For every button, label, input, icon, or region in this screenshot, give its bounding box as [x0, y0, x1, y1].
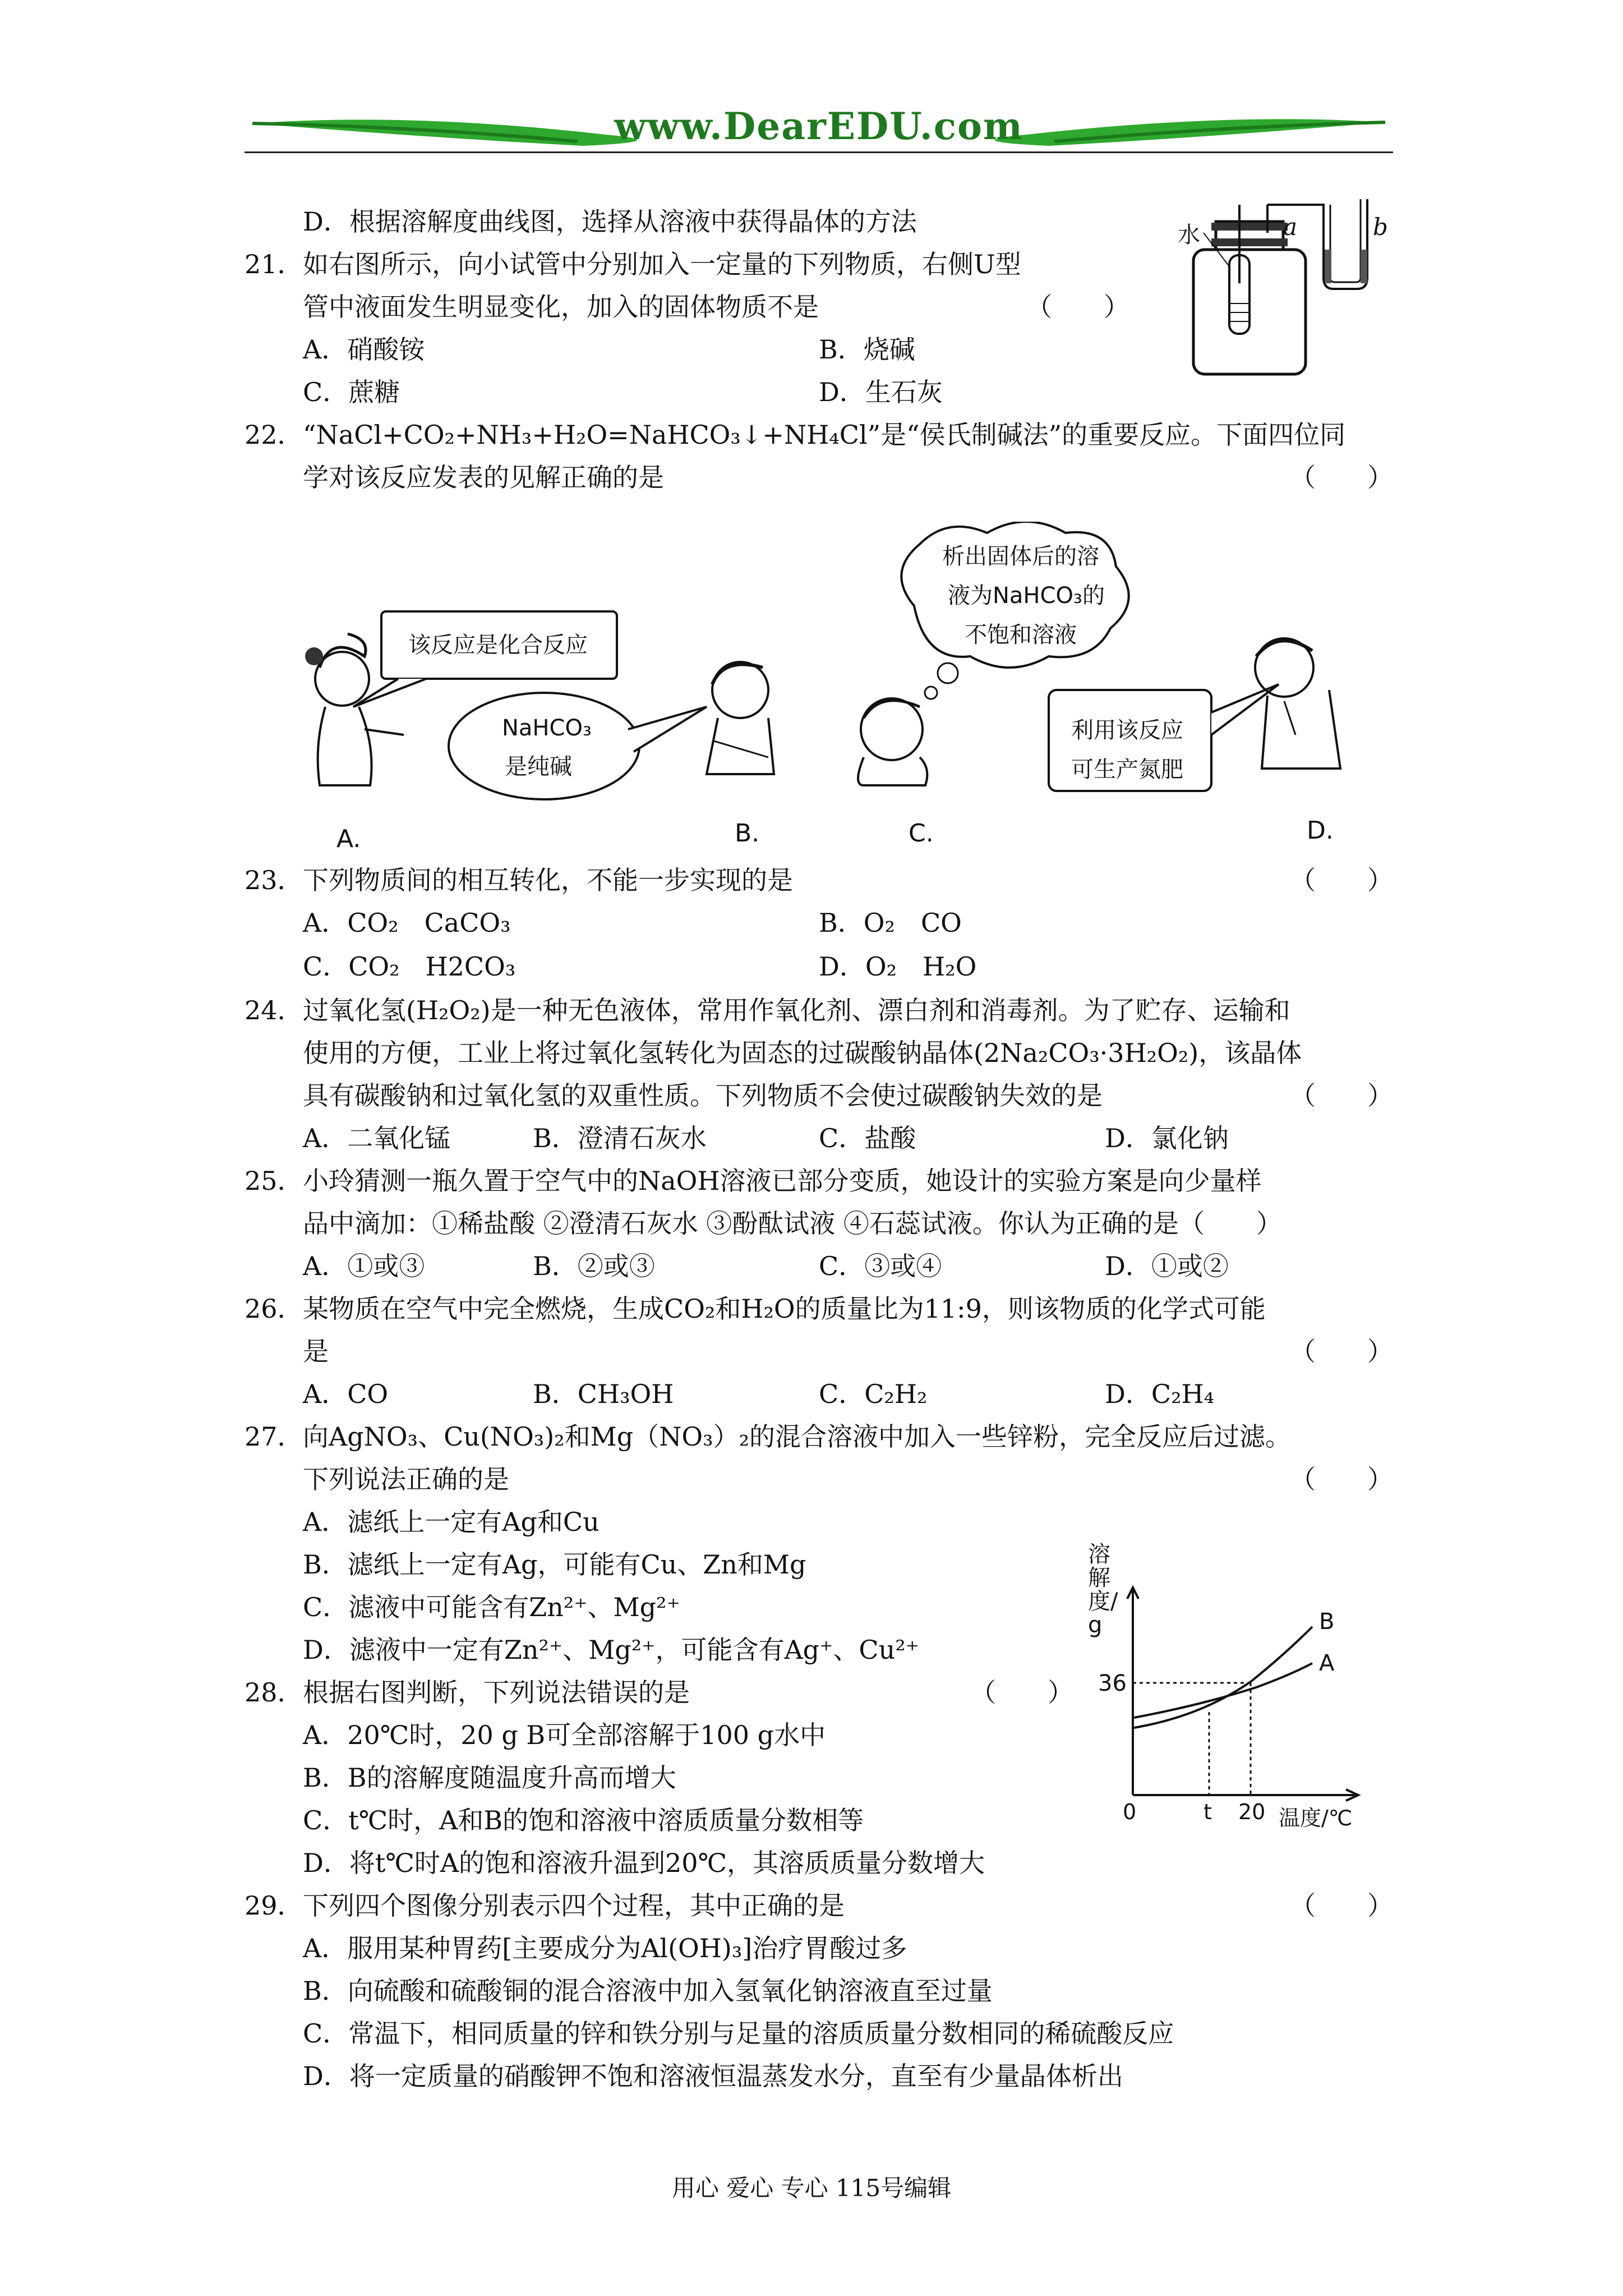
q28-answer-paren: （ ）	[970, 1677, 1073, 1708]
q24-stem-3: 具有碳酸钠和过氧化氢的双重性质。下列物质不会使过碳酸钠失效的是	[303, 1080, 1103, 1111]
q29-option-b: B．向硫酸和硫酸铜的混合溶液中加入氢氧化钠溶液直至过量	[303, 1976, 993, 2006]
q21-option-a: A．硝酸铵	[303, 334, 425, 365]
q20-option-d: D．根据溶解度曲线图，选择从溶液中获得晶体的方法	[303, 206, 917, 237]
q21-number: 21．	[245, 249, 303, 279]
cartoon-label-a: A.	[336, 825, 361, 853]
fig-label-a: a	[1283, 213, 1298, 241]
q24-stem-2: 使用的方便，工业上将过氧化氢转化为固态的过碳酸钠晶体(2Na₂CO₃·3H₂O₂)，该晶体	[303, 1038, 1302, 1068]
bubble-d-text-1: 利用该反应	[1071, 717, 1183, 743]
q23-option-a: A．CO₂ CaCO₃	[303, 908, 511, 938]
q28-stem: 根据右图判断，下列说法错误的是	[303, 1677, 690, 1708]
bubble-c-text-1: 析出固体后的溶	[942, 544, 1099, 569]
q25-option-d: D．①或②	[1105, 1251, 1229, 1281]
q29-answer-paren: （ ）	[1290, 1890, 1393, 1921]
bubble-b-text-1: NaHCO₃	[502, 715, 592, 741]
q27-option-a: A．滤纸上一定有Ag和Cu	[303, 1507, 600, 1537]
cartoon-label-b: B.	[735, 819, 760, 848]
q24-number: 24．	[245, 995, 303, 1025]
q26-option-d: D．C₂H₄	[1105, 1379, 1215, 1409]
graph-series-b-label: B	[1319, 1609, 1335, 1635]
q28-option-a: A．20℃时，20 g B可全部溶解于100 g水中	[303, 1720, 826, 1750]
bubble-c-text-3: 不饱和溶液	[965, 622, 1077, 648]
q26-option-a: A．CO	[303, 1379, 389, 1409]
q22-number: 22．	[245, 420, 303, 450]
q24-stem-1: 过氧化氢(H₂O₂)是一种无色液体，常用作氧化剂、漂白剂和消毒剂。为了贮存、运输和	[303, 995, 1290, 1025]
q27-option-b: B．滤纸上一定有Ag，可能有Cu、Zn和Mg	[303, 1549, 806, 1580]
q26-option-b: B．CH₃OH	[533, 1379, 674, 1409]
q27-stem-2: 下列说法正确的是	[303, 1464, 509, 1494]
graph-series-a-label: A	[1319, 1650, 1335, 1676]
q26-stem-2: 是	[303, 1336, 329, 1366]
q22-cartoon-figure	[280, 522, 1374, 869]
q24-option-a: A．二氧化锰	[303, 1123, 451, 1153]
site-title[interactable]: www.DearEDU.com	[614, 104, 1023, 148]
graph-x-tick-t: t	[1204, 1800, 1212, 1824]
q27-option-d: D．滤液中一定有Zn²⁺、Mg²⁺，可能含有Ag⁺、Cu²⁺	[303, 1635, 919, 1665]
graph-x-axis-label: 温度/℃	[1279, 1806, 1353, 1830]
q23-answer-paren: （ ）	[1290, 865, 1393, 895]
q21-option-c: C．蔗糖	[303, 377, 400, 407]
q22-answer-paren: （ ）	[1290, 462, 1393, 493]
q22-stem-1: “NaCl+CO₂+NH₃+H₂O=NaHCO₃↓+NH₄Cl”是“侯氏制碱法”的重要反应。下面四位同	[303, 420, 1346, 450]
q21-option-d: D．生石灰	[819, 377, 943, 407]
q25-stem-2: 品中滴加：①稀盐酸 ②澄清石灰水 ③酚酞试液 ④石蕊试液。你认为正确的是（ ）	[303, 1208, 1282, 1239]
header-rule	[245, 151, 1393, 153]
fig-label-b: b	[1373, 213, 1388, 241]
bubble-a-text: 该反应是化合反应	[408, 632, 588, 658]
header-banner	[241, 104, 1391, 168]
cartoon-label-c: C.	[909, 819, 934, 848]
q24-answer-paren: （ ）	[1290, 1080, 1393, 1111]
q23-number: 23．	[245, 865, 303, 895]
q26-answer-paren: （ ）	[1290, 1336, 1393, 1366]
q29-option-c: C．常温下，相同质量的锌和铁分别与足量的溶质质量分数相同的稀硫酸反应	[303, 2018, 1174, 2049]
page-footer: 用心 爱心 专心 115号编辑	[671, 2174, 952, 2202]
q28-option-c: C．t℃时，A和B的饱和溶液中溶质质量分数相等	[303, 1805, 864, 1835]
fig-label-water: 水	[1178, 222, 1200, 248]
bubble-b-text-2: 是纯碱	[505, 754, 572, 780]
bubble-c-text-2: 液为NaHCO₃的	[948, 583, 1105, 609]
q29-option-d: D．将一定质量的硝酸钾不饱和溶液恒温蒸发水分，直至有少量晶体析出	[303, 2061, 1123, 2091]
q21-stem-1: 如右图所示，向小试管中分别加入一定量的下列物质，右侧U型	[303, 249, 1021, 279]
q27-option-c: C．滤液中可能含有Zn²⁺、Mg²⁺	[303, 1592, 680, 1622]
q24-option-d: D．氯化钠	[1105, 1123, 1229, 1153]
q27-answer-paren: （ ）	[1290, 1464, 1393, 1494]
q28-number: 28．	[245, 1677, 303, 1708]
q21-stem-2: 管中液面发生明显变化，加入的固体物质不是	[303, 292, 819, 322]
q26-stem-1: 某物质在空气中完全燃烧，生成CO₂和H₂O的质量比为11:9，则该物质的化学式可能	[303, 1294, 1266, 1324]
q28-option-d: D．将t℃时A的饱和溶液升温到20℃，其溶质质量分数增大	[303, 1848, 985, 1878]
bubble-d-text-2: 可生产氮肥	[1071, 757, 1183, 783]
q21-option-b: B．烧碱	[819, 334, 915, 365]
solubility-curve-svg	[1088, 1543, 1380, 1834]
graph-x-tick-20: 20	[1238, 1800, 1266, 1824]
q25-option-c: C．③或④	[819, 1251, 942, 1281]
graph-y-tick-36: 36	[1098, 1671, 1127, 1696]
q27-stem-1: 向AgNO₃、Cu(NO₃)₂和Mg（NO₃）₂的混合溶液中加入一些锌粉，完全反应后过滤。	[303, 1421, 1292, 1452]
q26-option-c: C．C₂H₂	[819, 1379, 928, 1409]
q29-number: 29．	[245, 1890, 303, 1921]
students-cartoon-icon	[280, 522, 1374, 869]
q24-option-c: C．盐酸	[819, 1123, 916, 1153]
q25-stem-1: 小玲猜测一瓶久置于空气中的NaOH溶液已部分变质，她设计的实验方案是向少量样	[303, 1166, 1262, 1196]
q21-apparatus-figure	[1178, 194, 1391, 379]
graph-origin-label: 0	[1123, 1800, 1137, 1824]
q25-option-b: B．②或③	[533, 1251, 655, 1281]
q29-option-a: A．服用某种胃药[主要成分为Al(OH)₃]治疗胃酸过多	[303, 1933, 907, 1963]
q23-option-d: D．O₂ H₂O	[819, 951, 977, 982]
q23-option-b: B．O₂ CO	[819, 908, 962, 938]
cartoon-label-d: D.	[1307, 816, 1334, 845]
q23-option-c: C．CO₂ H2CO₃	[303, 951, 516, 982]
q21-answer-paren: （ ）	[1026, 292, 1129, 322]
q25-number: 25．	[245, 1166, 303, 1196]
q27-number: 27．	[245, 1421, 303, 1452]
q29-stem: 下列四个图像分别表示四个过程，其中正确的是	[303, 1890, 845, 1921]
q26-number: 26．	[245, 1294, 303, 1324]
solubility-graph	[1088, 1543, 1380, 1834]
q28-option-b: B．B的溶解度随温度升高而增大	[303, 1763, 676, 1793]
graph-y-axis-label: 溶解度/g	[1088, 1542, 1118, 1638]
q23-stem: 下列物质间的相互转化，不能一步实现的是	[303, 865, 793, 895]
q22-stem-2: 学对该反应发表的见解正确的是	[303, 462, 664, 493]
q25-option-a: A．①或③	[303, 1251, 425, 1281]
q24-option-b: B．澄清石灰水	[533, 1123, 707, 1153]
